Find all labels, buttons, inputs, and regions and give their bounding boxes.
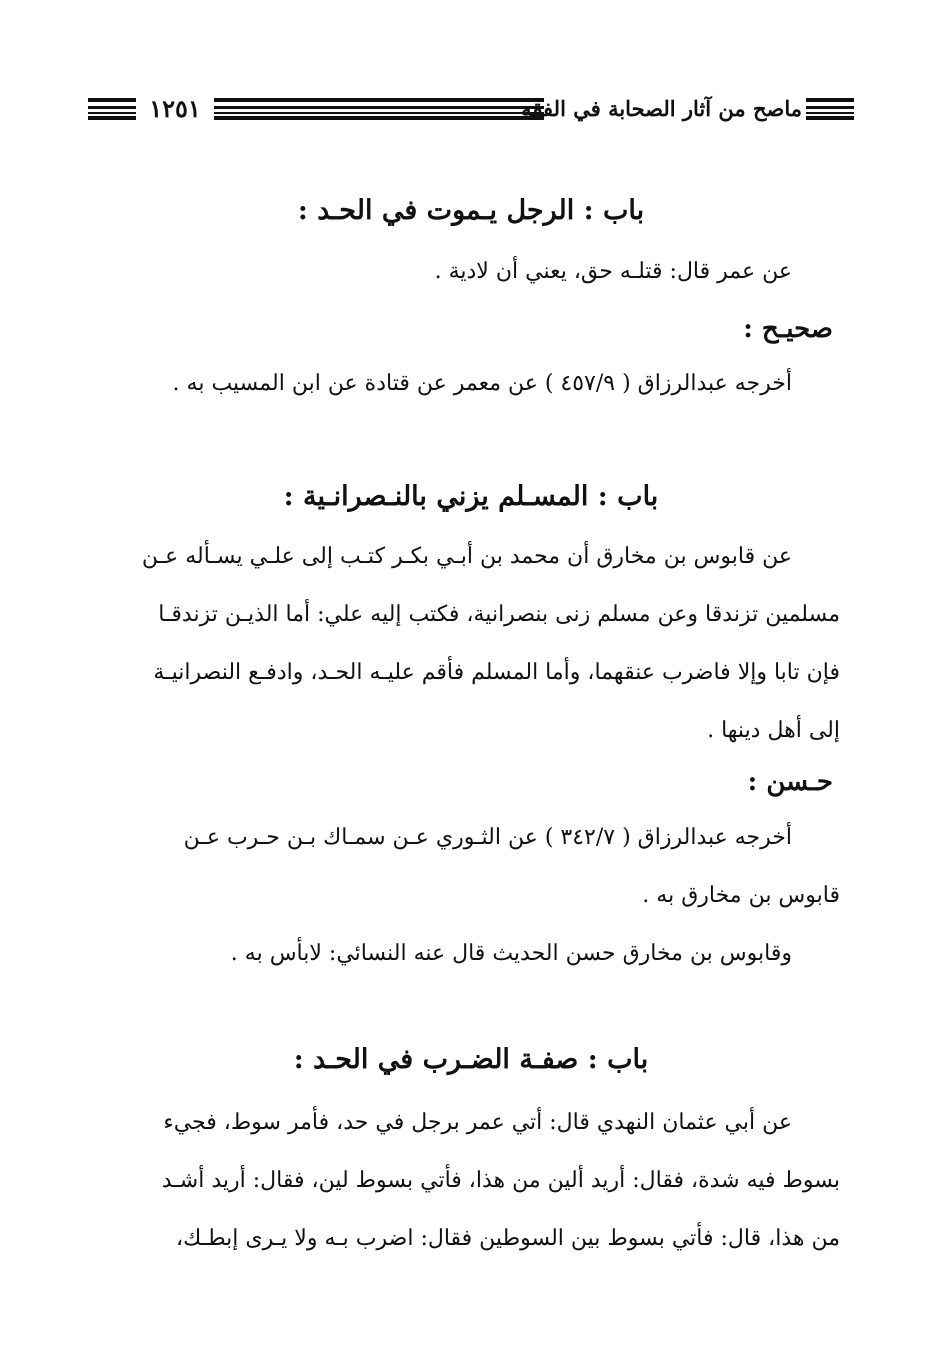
text-line: عن عمر قال: قتلـه حق، يعني أن لادية . — [434, 259, 792, 284]
text-line: فإن تابا وإلا فاضرب عنقهما، وأما المسلم فأقم عليـه الحـد، وادفـع النصرانيـة — [153, 660, 840, 685]
narration-text — [96, 1094, 840, 1268]
takhrij-text — [96, 809, 840, 983]
narration-text — [96, 243, 840, 301]
text-line: وقابوس بن مخارق حسن الحديث قال عنه النسائي: لابأس به . — [230, 941, 792, 966]
text-line: عن قابوس بن مخارق أن محمد بن أبـي بكـر كتـب إلى علـي يسـأله عـن — [141, 544, 792, 569]
text-line: مسلمين تزندقا وعن مسلم زنى بنصرانية، فكتب إليه علي: أما الذيـن تزندقـا — [158, 602, 840, 627]
text-line: من هذا، قال: فأتي بسوط بين السوطين فقال: اضرب بـه ولا يـرى إبطـك، — [176, 1226, 840, 1251]
header-rule-left — [88, 98, 136, 120]
text-line: قابوس بن مخارق به . — [642, 883, 840, 908]
grade-label: صحيـح : — [743, 314, 833, 344]
takhrij-text — [96, 355, 840, 413]
header-rule-right — [806, 98, 854, 120]
running-title: ماصح من آثار الصحابة في الفقه — [521, 96, 802, 121]
text-line: أخرجه عبدالرزاق ( ٣٤٢/٧ ) عن الثـوري عـن سمـاك بـن حـرب عـن — [183, 825, 792, 850]
grade-label: حـسن : — [747, 767, 833, 797]
text-line: إلى أهل دينها . — [707, 718, 840, 743]
chapter-heading: باب : الرجل يـموت في الحـد : — [297, 195, 645, 226]
text-line: بسوط فيه شدة، فقال: أريد ألين من هذا، فأتي بسوط لين، فقال: أريد أشـد — [161, 1168, 840, 1193]
chapter-heading: باب : المسـلم يزني بالنـصرانـية : — [283, 481, 659, 512]
text-line: عن أبي عثمان النهدي قال: أتي عمر برجل في حد، فأمر سوط، فجيء — [163, 1110, 792, 1135]
running-header — [88, 92, 854, 128]
page-number: ١٢٥١ — [149, 94, 201, 123]
narration-text — [96, 528, 840, 760]
chapter-heading: باب : صفـة الضـرب في الحـد : — [293, 1044, 649, 1075]
header-rule-middle — [214, 98, 544, 120]
text-line: أخرجه عبدالرزاق ( ٤٥٧/٩ ) عن معمر عن قتادة عن ابن المسيب به . — [172, 371, 792, 396]
